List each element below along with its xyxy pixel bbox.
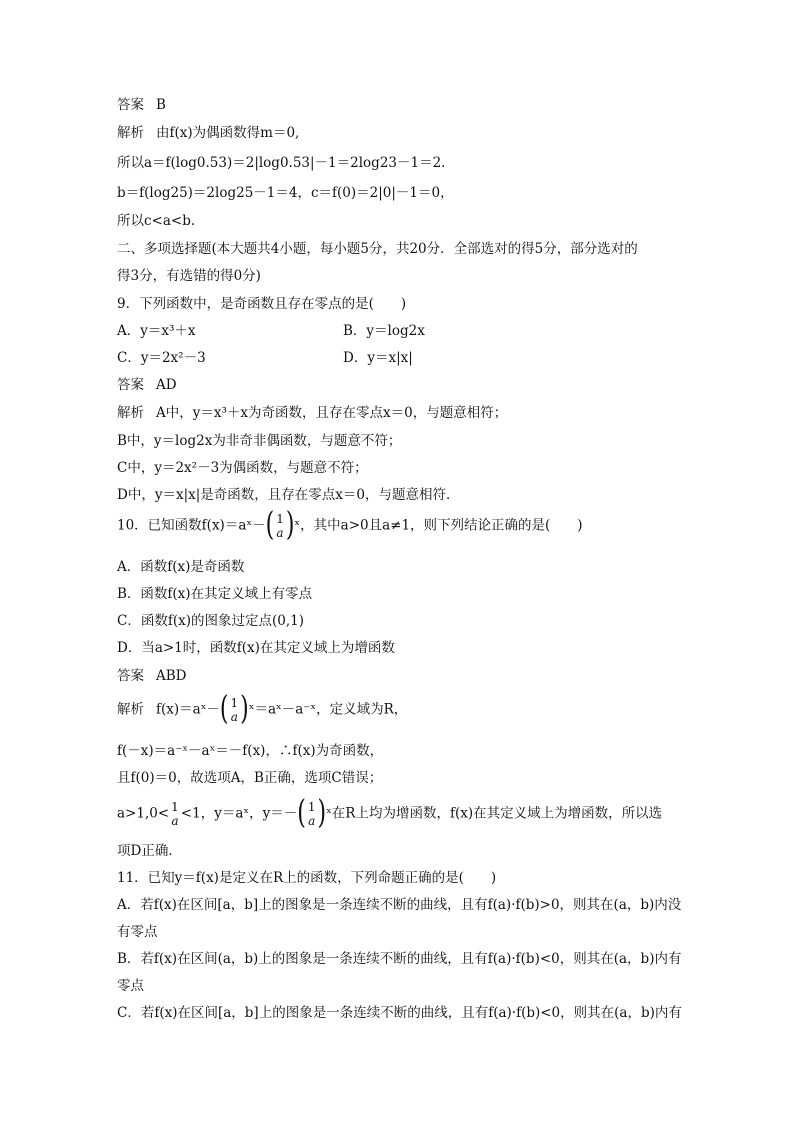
solution-10-line3: 且f(0)＝0，故选项A，B正确，选项C错误； bbox=[117, 770, 383, 786]
solution-label: 解析 bbox=[117, 701, 144, 718]
solution-text: 由f(x)为偶函数得m＝0, bbox=[156, 125, 300, 141]
right-paren: ) bbox=[317, 794, 327, 832]
right-paren: ) bbox=[285, 506, 295, 544]
question-9-option-d: D．y＝x|x| bbox=[343, 350, 413, 366]
question-10-option-c: C．函数f(x)的图象过定点(0,1) bbox=[117, 613, 304, 629]
answer-label: 答案 bbox=[117, 377, 144, 393]
question-10-option-b: B．函数f(x)在其定义域上有零点 bbox=[117, 586, 313, 602]
solution-10-line5: 项D正确． bbox=[117, 843, 182, 859]
answer-value: AD bbox=[156, 377, 177, 393]
question-10-option-a: A．函数f(x)是奇函数 bbox=[117, 559, 245, 575]
solution-10-line4 bbox=[117, 794, 663, 832]
fraction-numerator: 1 bbox=[171, 800, 179, 814]
fraction-numerator: 1 bbox=[230, 696, 239, 710]
solution-9-line3: C中，y＝2x²－3为偶函数，与题意不符； bbox=[117, 460, 368, 476]
answer-10 bbox=[117, 667, 187, 685]
question-9-option-b: B．y＝log2x bbox=[343, 323, 425, 339]
question-11-option-b-cont: 零点 bbox=[117, 978, 144, 994]
question-11-option-a-cont: 有零点 bbox=[117, 924, 158, 940]
solution-label: 解析 bbox=[117, 405, 144, 421]
solution-9-line2: B中，y＝log2x为非奇非偶函数，与题意不符； bbox=[117, 433, 402, 449]
fraction-one-over-a bbox=[171, 800, 179, 828]
answer-value: B bbox=[156, 97, 166, 113]
question-9-option-c: C．y＝2x²－3 bbox=[117, 350, 206, 366]
fraction-denominator: a bbox=[276, 526, 284, 540]
question-11-stem: 11．已知y＝f(x)是定义在R上的函数，下列命题正确的是( ) bbox=[117, 870, 497, 886]
fraction-one-over-a bbox=[276, 512, 284, 540]
fraction-one-over-a bbox=[231, 696, 239, 724]
solution-text: a>1,0< bbox=[117, 805, 170, 822]
section-2-heading-cont: 得3分，有选错的得0分) bbox=[117, 268, 261, 284]
solution-9-line4: D中，y＝x|x|是奇函数，且存在零点x＝0，与题意相符． bbox=[117, 487, 460, 503]
fraction-numerator: 1 bbox=[276, 512, 284, 526]
solution-8-line1 bbox=[117, 124, 299, 142]
solution-text: A中，y＝x³＋x为奇函数，且存在零点x＝0，与题意相符； bbox=[156, 405, 508, 421]
solution-10-line2: f(－x)＝a⁻ˣ－aˣ＝－f(x)，∴f(x)为奇函数， bbox=[117, 743, 384, 759]
answer-value: ABD bbox=[156, 668, 187, 684]
question-11-option-b: B．若f(x)在区间(a，b)上的图象是一条连续不断的曲线，且有f(a)·f(b)<0，则其在(a，b)内有 bbox=[117, 951, 682, 967]
left-paren: ( bbox=[297, 794, 306, 832]
solution-text: f(x)＝aˣ－ bbox=[156, 701, 220, 718]
stem-text: ˣ，其中a>0且a≠1，则下列结论正确的是( ) bbox=[294, 517, 583, 534]
question-9-option-a: A．y＝x³＋x bbox=[117, 323, 196, 339]
left-paren: ( bbox=[219, 690, 229, 728]
answer-label: 答案 bbox=[117, 97, 144, 113]
question-10-option-d: D．当a>1时，函数f(x)在其定义域上为增函数 bbox=[117, 640, 395, 656]
fraction-denominator: a bbox=[308, 814, 316, 828]
solution-text: ˣ＝aˣ－a⁻ˣ，定义域为R， bbox=[248, 701, 408, 718]
solution-text: <1，y＝aˣ，y＝－ bbox=[180, 805, 298, 822]
fraction-denominator: a bbox=[171, 814, 179, 828]
answer-8 bbox=[117, 96, 166, 114]
fraction-denominator: a bbox=[230, 710, 238, 724]
question-11-option-a: A．若f(x)在区间[a，b]上的图象是一条连续不断的曲线，且有f(a)·f(b)>0，则其在(a，b)内没 bbox=[117, 897, 682, 913]
question-11-option-c: C．若f(x)在区间[a，b]上的图象是一条连续不断的曲线，且有f(a)·f(b)<0，则其在(a，b)内有 bbox=[117, 1005, 682, 1021]
right-paren: ) bbox=[240, 690, 249, 728]
stem-text: 10．已知函数f(x)＝aˣ－ bbox=[117, 517, 266, 534]
left-paren: ( bbox=[265, 506, 275, 544]
question-10-stem bbox=[117, 506, 583, 544]
answer-label: 答案 bbox=[117, 668, 144, 684]
solution-9-line1 bbox=[117, 404, 507, 422]
answer-9 bbox=[117, 376, 177, 394]
solution-text: ˣ在R上均为增函数，f(x)在其定义域上为增函数，所以选 bbox=[326, 805, 663, 822]
solution-8-line2: 所以a＝f(log0.53)＝2|log0.53|－1＝2log23－1＝2. bbox=[117, 155, 446, 171]
fraction-one-over-a bbox=[308, 800, 316, 828]
question-9-stem: 9．下列函数中，是奇函数且存在零点的是( ) bbox=[117, 296, 407, 312]
solution-10-line1 bbox=[117, 690, 408, 728]
solution-label: 解析 bbox=[117, 125, 144, 141]
solution-8-line4: 所以c<a<b. bbox=[117, 213, 196, 229]
solution-8-line3: b＝f(log25)＝2log25－1＝4，c＝f(0)＝2|0|－1＝0， bbox=[117, 185, 454, 201]
section-2-heading: 二、多项选择题(本大题共4小题，每小题5分，共20分．全部选对的得5分，部分选对的 bbox=[117, 241, 638, 257]
fraction-numerator: 1 bbox=[307, 800, 316, 814]
